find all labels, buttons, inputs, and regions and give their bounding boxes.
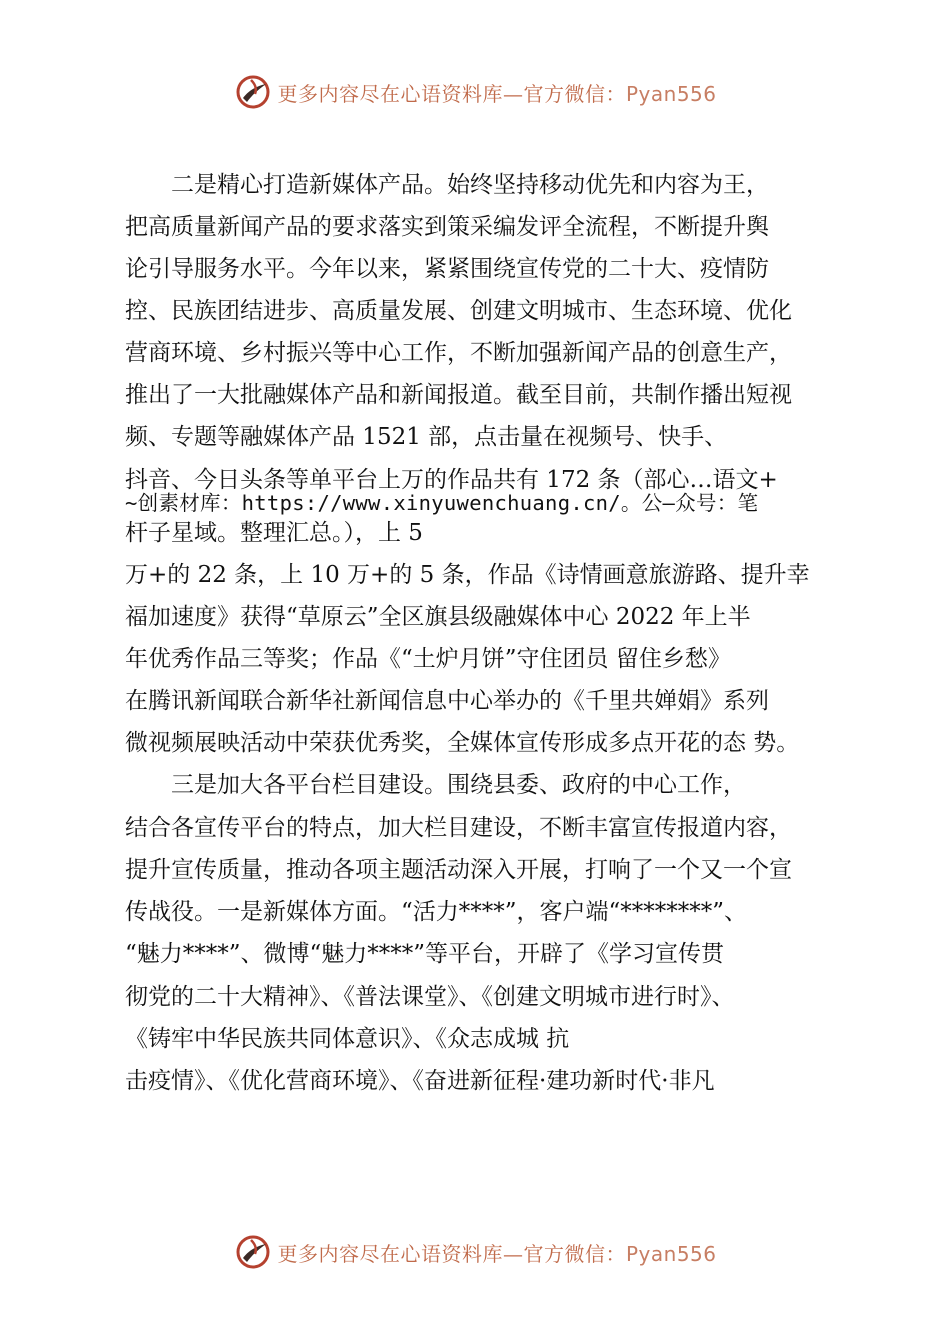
body-line: 二是精心打造新媒体产品。始终坚持移动优先和内容为王， [125, 172, 769, 198]
body-line: 抖音、今日头条等单平台上万的作品共有 172 条（部心…语文+ [125, 467, 778, 493]
body-line: 结合各宣传平台的特点，加大栏目建设，不断丰富宣传报道内容， [125, 815, 792, 841]
footer-watermark-banner [0, 1230, 950, 1274]
header-watermark-banner [0, 70, 950, 114]
body-line: 论引导服务水平。今年以来，紧紧围绕宣传党的二十大、疫情防 [125, 256, 769, 282]
body-line: “魅力****”、微博“魅力****”等平台，开辟了《学习宣传贯 [125, 941, 725, 967]
banner-label: 更多内容尽在心语资料库—官方微信： [277, 81, 626, 106]
wechat-id: Pyan556 [625, 1241, 717, 1266]
banner-label: 更多内容尽在心语资料库—官方微信： [277, 1241, 626, 1266]
body-line: 《铸牢中华民族共同体意识》、《众志成城 抗 [125, 1026, 570, 1052]
body-line: 在腾讯新闻联合新华社新闻信息中心举办的《千里共婵娟》系列 [125, 688, 769, 714]
body-line: 营商环境、乡村振兴等中心工作，不断加强新闻产品的创意生产， [125, 340, 792, 366]
body-line: 三是加大各平台栏目建设。围绕县委、政府的中心工作， [125, 772, 746, 798]
body-line: 推出了一大批融媒体产品和新闻报道。截至目前，共制作播出短视 [125, 382, 792, 408]
body-line: 传战役。一是新媒体方面。“活力****”，客户端“********”、 [125, 899, 748, 925]
body-line-url: ~创素材库：https://www.xinyuwenchuang.cn/。公—众号：笔 [125, 491, 759, 515]
banner-text [277, 78, 716, 107]
brand-logo-icon [233, 72, 273, 112]
body-line: 击疫情》、《优化营商环境》、《奋进新征程·建功新时代·非凡 [125, 1068, 715, 1094]
body-line: 彻党的二十大精神》、《普法课堂》、《创建文明城市进行时》、 [125, 984, 735, 1010]
body-line: 福加速度》获得“草原云”全区旗县级融媒体中心 2022 年上半 [125, 604, 751, 630]
body-line: 控、民族团结进步、高质量发展、创建文明城市、生态环境、优化 [125, 298, 792, 324]
body-line: 杆子星域。整理汇总。），上 5 [125, 520, 423, 546]
brand-logo-icon [233, 1232, 273, 1272]
body-line: 频、专题等融媒体产品 1521 部，点击量在视频号、快手、 [125, 424, 728, 450]
banner-text [277, 1238, 716, 1267]
body-line: 微视频展映活动中荣获优秀奖，全媒体宣传形成多点开花的态 势。 [125, 730, 800, 756]
body-line: 提升宣传质量，推动各项主题活动深入开展，打响了一个又一个宣 [125, 857, 792, 883]
body-line: 把高质量新闻产品的要求落实到策采编发评全流程，不断提升舆 [125, 214, 769, 240]
body-line: 年优秀作品三等奖；作品《“土炉月饼”守住团员 留住乡愁》 [125, 646, 731, 672]
wechat-id: Pyan556 [625, 81, 717, 106]
body-line: 万+的 22 条，上 10 万+的 5 条，作品《诗情画意旅游路、提升幸 [125, 562, 810, 588]
